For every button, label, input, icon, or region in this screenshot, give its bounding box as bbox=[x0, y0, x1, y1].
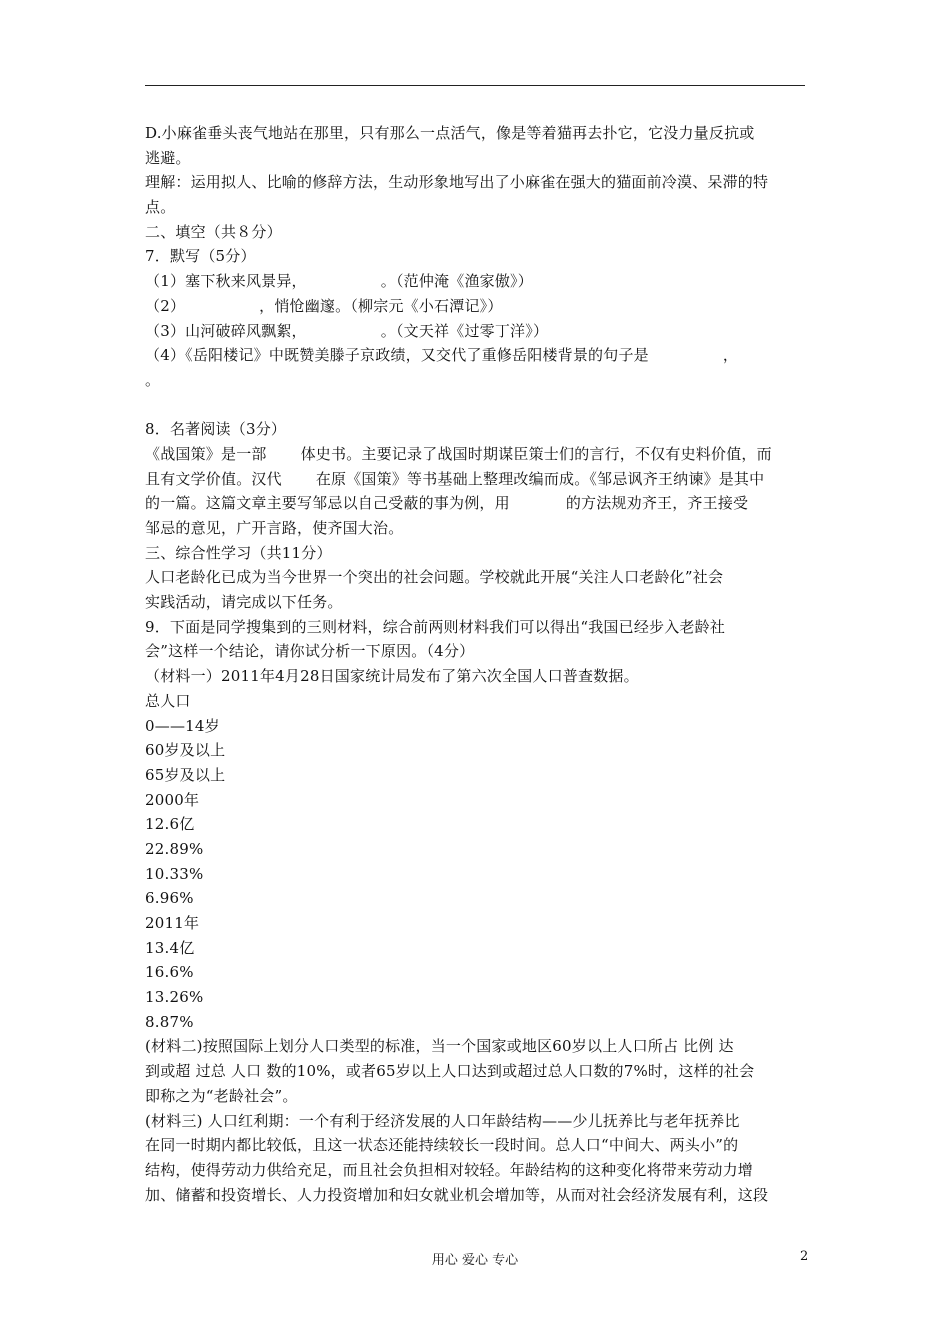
q8-line-2: 且有文学价值。汉代 在原《国策》等书基础上整理改编而成。《邹忌讽齐王纳谏》是其中 bbox=[145, 469, 765, 488]
q8-line-1: 《战国策》是一部 体史书。主要记录了战国时期谋臣策士们的言行，不仅有史料价值，而 bbox=[145, 444, 772, 463]
page-number: 2 bbox=[800, 1249, 809, 1264]
material-1-year-2011: 2011年 bbox=[145, 914, 200, 932]
q7-item-3: （3）山河破碎风飘絮， 。（文天祥《过零丁洋》） bbox=[145, 321, 549, 340]
material-1-header-total: 总人口 bbox=[145, 691, 191, 710]
q7-item-4-end: 。 bbox=[145, 370, 161, 389]
section-3-intro-2: 实践活动，请完成以下任务。 bbox=[145, 593, 343, 612]
material-1-title: （材料一）2011年4月28日国家统计局发布了第六次全国人口普查数据。 bbox=[145, 667, 639, 686]
material-3-line-1: (材料三) 人口红利期：一个有利于经济发展的人口年龄结构——少儿抚养比与老年抚养比 bbox=[145, 1111, 740, 1130]
section-3-title: 三、综合性学习（共11分） bbox=[145, 543, 332, 562]
document-body bbox=[145, 121, 811, 1207]
q9-line-1: 9．下面是同学搜集到的三则材料，综合前两则材料我们可以得出“我国已经步入老龄社 bbox=[145, 617, 726, 636]
q9-line-2: 会”这样一个结论，请你试分析一下原因。（4分） bbox=[145, 642, 475, 661]
q6d-answer-line-1: 理解：运用拟人、比喻的修辞方法，生动形象地写出了小麻雀在强大的猫面前冷漠、呆滞的特 bbox=[145, 173, 769, 192]
material-1-value: 22.89% bbox=[145, 839, 204, 858]
material-3-line-3: 结构，使得劳动力供给充足，而且社会负担相对较轻。年龄结构的这种变化将带来劳动力增 bbox=[145, 1160, 754, 1179]
material-1-value: 13.26% bbox=[145, 988, 204, 1007]
q6d-line-1: D.小麻雀垂头丧气地站在那里，只有那么一点活气，像是等着猫再去扑它，它没力量反抗或 bbox=[145, 124, 755, 142]
section-3-intro-1: 人口老龄化已成为当今世界一个突出的社会问题。学校就此开展“关注人口老龄化”社会 bbox=[145, 568, 724, 587]
material-1-value: 13.4亿 bbox=[145, 938, 195, 957]
header-rule bbox=[145, 85, 805, 86]
material-1-value: 6.96% bbox=[145, 889, 194, 908]
material-3-line-4: 加、储蓄和投资增长、人力投资增加和妇女就业机会增加等，从而对社会经济发展有利，这段 bbox=[145, 1185, 769, 1204]
q7-item-2: （2） ，悄怆幽邃。（柳宗元《小石潭记》） bbox=[145, 296, 503, 315]
q7-title: 7．默写（5分） bbox=[145, 247, 256, 266]
q7-item-4: （4）《岳阳楼记》中既赞美滕子京政绩，又交代了重修岳阳楼背景的句子是 ， bbox=[145, 346, 739, 365]
footer-motto: 用心 爱心 专心 bbox=[431, 1253, 519, 1268]
material-1-value: 12.6亿 bbox=[145, 815, 195, 834]
q7-item-1: （1）塞下秋来风景异， 。（范仲淹《渔家傲》） bbox=[145, 272, 533, 291]
material-1-year-2000: 2000年 bbox=[145, 790, 200, 809]
q8-line-4: 邹忌的意见，广开言路，使齐国大治。 bbox=[145, 519, 404, 537]
material-1-value: 8.87% bbox=[145, 1012, 194, 1031]
material-3-line-2: 在同一时期内都比较低，且这一状态还能持续较长一段时间。总人口“中间大、两头小”的 bbox=[145, 1136, 739, 1155]
q8-title: 8．名著阅读（3分） bbox=[145, 420, 287, 439]
q8-line-3: 的一篇。这篇文章主要写邹忌以自己受蔽的事为例，用 的方法规劝齐王，齐王接受 bbox=[145, 494, 749, 513]
material-2-line-1: (材料二)按照国际上划分人口类型的标准，当一个国家或地区60岁以上人口所占 比例 达 bbox=[145, 1037, 734, 1056]
material-1-header-0-14: 0——14岁 bbox=[145, 716, 220, 735]
material-1-value: 10.33% bbox=[145, 864, 204, 883]
material-1-header-60plus: 60岁及以上 bbox=[145, 741, 226, 760]
material-1-header-65plus: 65岁及以上 bbox=[145, 765, 226, 784]
q6d-answer-line-2: 点。 bbox=[145, 198, 176, 217]
section-2-title: 二、填空（共８分） bbox=[145, 222, 282, 241]
q6d-line-2: 逃避。 bbox=[145, 148, 191, 167]
material-2-line-2: 到或超 过总 人口 数的10%，或者65岁以上人口达到或超过总人口数的7%时，这样的社会 bbox=[145, 1062, 755, 1081]
material-2-line-3: 即称之为“老龄社会”。 bbox=[145, 1086, 298, 1105]
material-1-value: 16.6% bbox=[145, 963, 194, 982]
